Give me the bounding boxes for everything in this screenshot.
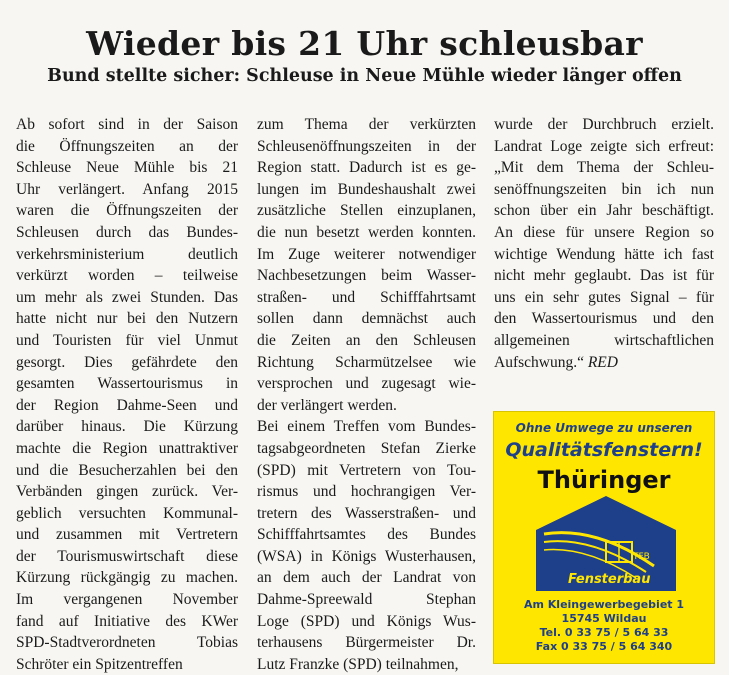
article-line: den Wassertourismus und den: [494, 310, 714, 328]
article-line: Im vergangenen November: [16, 591, 238, 609]
article-line: Loge (SPD) und Königs Wus-: [257, 612, 476, 630]
article-line: wurde der Durchbruch erzielt.: [494, 116, 714, 133]
article-line: an dem auch der Landrat von: [257, 569, 476, 587]
article-line: die Öffnungszeiten an der: [16, 137, 238, 155]
article-line: gesorgt. Dies gefährdete den: [16, 353, 238, 371]
subheadline: Bund stellte sicher: Schleuse in Neue Mühle wieder länger offen: [47, 66, 682, 86]
article-line: Schleuse Neue Mühle bis 21: [16, 159, 238, 177]
article-line: darüber hinaus. Die Kürzung: [16, 418, 238, 436]
article-line: An diese für unsere Region so: [494, 223, 714, 241]
article-line: Bei einem Treffen vom Bundes-: [257, 418, 476, 436]
article-line: „Mit dem Thema der Schleu-: [494, 159, 714, 177]
article-line: gesamten Wassertourismus in: [16, 375, 238, 393]
ad-brand: Thüringer: [537, 466, 671, 494]
article-line: verkürzt worden – teilweise: [16, 267, 238, 285]
article-line: und zusammen mit Vertretern: [16, 526, 238, 544]
article-line: die Zeiten an den Schleusen: [257, 331, 476, 349]
article-line: allgemeinen wirtschaftlichen: [494, 331, 714, 349]
article-line: Schleusenöffnungszeiten in der: [257, 137, 476, 155]
article-line: hatte nicht nur bei den Nutzern: [16, 310, 238, 328]
article-line: der Tourismuswirtschaft diese: [16, 547, 238, 565]
article-line: fand auf Initiative des KWer: [16, 612, 238, 630]
article-line: (WSA) in Königs Wusterhausen,: [257, 547, 476, 565]
ad-logo-label: Fensterbau: [568, 572, 651, 587]
ad-address-line: 15745 Wildau: [561, 612, 647, 625]
article-line: Im Zuge weiterer notwendiger: [257, 245, 476, 263]
article-line: Lutz Franzke (SPD) teilnahmen,: [257, 655, 459, 673]
article-line: Dahme-Spreewald Stephan: [257, 591, 476, 609]
article-line: wichtige Wendung hätte ich fast: [494, 245, 714, 263]
article-line: tretern des Wasserstraßen- und: [257, 504, 476, 522]
article-line: senöffnungszeiten bin ich nun: [494, 180, 714, 198]
article-line: und die Besucherzahlen bei den: [16, 461, 238, 479]
article-line: Ab sofort sind in der Saison: [16, 116, 238, 133]
article-line: um mehr als zwei Stunden. Das: [16, 288, 238, 306]
article-line: verkehrsministerium deutlich: [16, 245, 238, 263]
article-line: zum Thema der verkürzten: [257, 116, 476, 133]
article-column-3: [494, 114, 714, 373]
article-line: die nun besetzt werden konnten.: [257, 223, 476, 241]
article-line: nicht mehr geglaubt. Das ist für: [494, 267, 714, 285]
ad-tagline: Ohne Umwege zu unseren: [515, 421, 693, 435]
article-line: Landrat Loge zeigte sich erfreut:: [494, 137, 714, 155]
article-line: Schröter ein Spitzentreffen: [16, 655, 183, 673]
article-line: SPD-Stadtverordneten Tobias: [16, 634, 238, 652]
signature: RED: [587, 353, 618, 371]
article-line: Verbänden gingen zurück. Ver-: [16, 483, 238, 501]
article-line: der verlängert werden.: [257, 396, 397, 414]
advertisement[interactable]: [493, 411, 715, 664]
ad-address: [494, 598, 714, 654]
article-line: (SPD) mit Vertretern von Tou-: [257, 461, 476, 479]
article-line: waren die Öffnungszeiten der: [16, 202, 238, 220]
article-line: Schifffahrtsamtes des Bundes: [257, 526, 476, 544]
article-line: der Region Dahme-Seen und: [16, 396, 238, 414]
ad-address-line: Am Kleingewerbegebiet 1: [523, 598, 685, 611]
article-column-2: [257, 114, 476, 675]
article-line: versprochen und zugesagt wie-: [257, 375, 476, 393]
article-line: Aufschwung.“: [494, 353, 588, 371]
headline: Wieder bis 21 Uhr schleusbar: [86, 24, 643, 63]
article-line: Nachbesetzungen beim Wasser-: [257, 267, 476, 285]
article-line: tagsabgeordneten Stefan Zierke: [257, 439, 476, 457]
article-line: straßen- und Schifffahrtsamt: [257, 288, 476, 306]
ad-address-line: Tel. 0 33 75 / 5 64 33: [539, 626, 669, 639]
article-line: Region statt. Dadurch ist es ge-: [257, 159, 476, 177]
article-line: terhausens Bürgermeister Dr.: [257, 634, 476, 652]
logo-mark: TFB: [633, 552, 650, 562]
article-line: Richtung Scharmützelsee wie: [257, 353, 476, 371]
article-line: Uhr verlängert. Anfang 2015: [16, 180, 238, 198]
article-column-1: [16, 114, 238, 675]
ad-address-line: Fax 0 33 75 / 5 64 340: [535, 640, 673, 653]
article-line: uns ein sehr gutes Signal – für: [494, 288, 714, 306]
article-line: Schleusen durch das Bundes-: [16, 223, 238, 241]
article-line: Kürzung rückgängig zu machen.: [16, 569, 238, 587]
article-line: rismus und hochrangigen Ver-: [257, 483, 476, 501]
article-line: schon über ein Jahr beschäftigt.: [494, 202, 714, 220]
article-line: machte die Region unattraktiver: [16, 439, 238, 457]
article-line: sollen dann demnächst auch: [257, 310, 476, 328]
article-line: zusätzliche Stellen einzuplanen,: [257, 202, 476, 220]
article-line: lungen im Bundeshaushalt zwei: [257, 180, 476, 198]
ad-headline: Qualitätsfenstern!: [505, 439, 703, 461]
article-line: und Touristen für viel Unmut: [16, 331, 238, 349]
article-line: geblich versuchten Kommunal-: [16, 504, 238, 522]
